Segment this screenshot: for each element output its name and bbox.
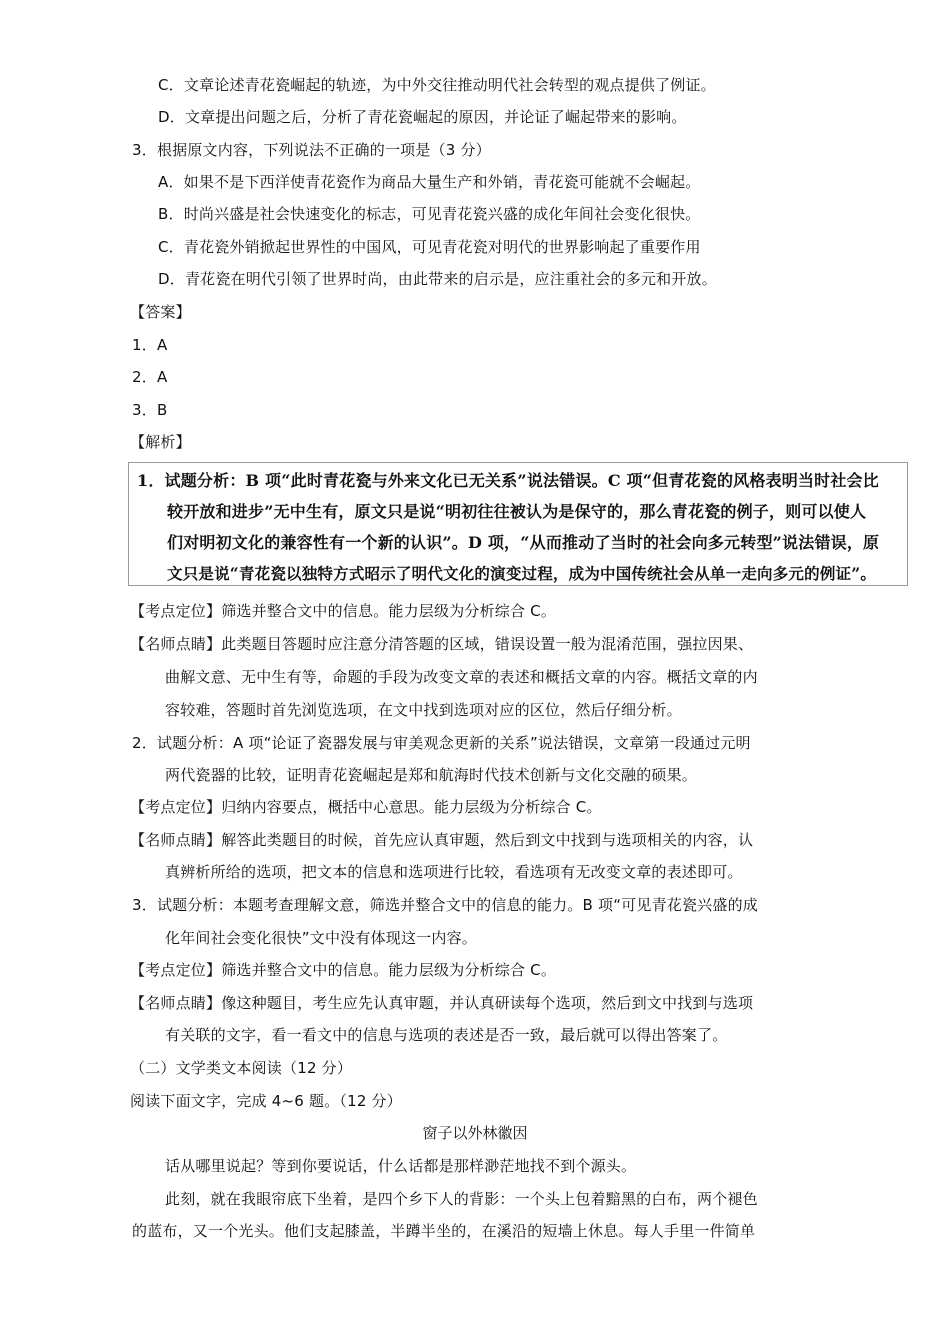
analysis-3-line: 3．试题分析：本题考查理解文意，筛选并整合文中的信息的能力。B 项“可见青花瓷兴盛的成 <box>132 896 758 914</box>
mingshi-2-line: 【名师点睛】解答此类题目的时候，首先应认真审题，然后到文中找到与选项相关的内容，认 <box>130 831 754 849</box>
section-heading: （二）文学类文本阅读（12 分） <box>130 1059 353 1077</box>
mingshi-1-line: 容较难，答题时首先浏览选项，在文中找到选项对应的区位，然后仔细分析。 <box>165 701 682 719</box>
mingshi-2-line: 真辨析所给的选项，把文本的信息和选项进行比较，看选项有无改变文章的表述即可。 <box>165 863 743 881</box>
passage-paragraph: 的蓝布，又一个光头。他们支起膝盖，半蹲半坐的，在溪沿的短墙上休息。每人手里一件简单 <box>132 1222 756 1240</box>
passage-paragraph: 此刻，就在我眼帘底下坐着，是四个乡下人的背影：一个头上包着黯黑的白布，两个褪色 <box>165 1190 758 1208</box>
q2-option-c: C．文章论述青花瓷崛起的轨迹，为中外交往推动明代社会转型的观点提供了例证。 <box>158 76 716 94</box>
mingshi-3-line: 【名师点睛】像这种题目，考生应先认真审题，并认真研读每个选项，然后到文中找到与选项 <box>130 994 754 1012</box>
passage-paragraph: 话从哪里说起？等到你要说话，什么话都是那样渺茫地找不到个源头。 <box>165 1157 637 1175</box>
answer-header: 【答案】 <box>130 303 191 321</box>
analysis-1-box <box>128 462 908 586</box>
kaodian-1: 【考点定位】筛选并整合文中的信息。能力层级为分析综合 C。 <box>130 602 557 620</box>
q3-option-a: A．如果不是下西洋使青花瓷作为商品大量生产和外销，青花瓷可能就不会崛起。 <box>158 173 701 191</box>
q3-stem: 3．根据原文内容，下列说法不正确的一项是（3 分） <box>132 141 491 159</box>
analysis-2-line: 2．试题分析：A 项“论证了瓷器发展与审美观念更新的关系”说法错误，文章第一段通过元明 <box>132 734 751 752</box>
answer-item-2: 2．A <box>132 368 168 386</box>
mingshi-1-line: 曲解文意、无中生有等，命题的手段为改变文章的表述和概括文章的内容。概括文章的内 <box>165 668 758 686</box>
q2-option-d: D．文章提出问题之后，分析了青花瓷崛起的原因，并论证了崛起带来的影响。 <box>158 108 687 126</box>
kaodian-2: 【考点定位】归纳内容要点，概括中心意思。能力层级为分析综合 C。 <box>130 798 602 816</box>
analysis-header: 【解析】 <box>130 433 191 451</box>
q3-option-c: C．青花瓷外销掀起世界性的中国风，可见青花瓷对明代的世界影响起了重要作用 <box>158 238 701 256</box>
analysis-1-line: 1．试题分析：B 项“此时青花瓷与外来文化已无关系”说法错误。C 项“但青花瓷的风格表明当时社会比 <box>137 471 879 490</box>
answer-item-3: 3．B <box>132 401 168 419</box>
answer-item-1: 1．A <box>132 336 168 354</box>
kaodian-3: 【考点定位】筛选并整合文中的信息。能力层级为分析综合 C。 <box>130 961 557 979</box>
analysis-2-line: 两代瓷器的比较，证明青花瓷崛起是郑和航海时代技术创新与文化交融的硕果。 <box>165 766 698 784</box>
section-instruction: 阅读下面文字，完成 4~6 题。（12 分） <box>130 1092 402 1110</box>
q3-option-b: B．时尚兴盛是社会快速变化的标志，可见青花瓷兴盛的成化年间社会变化很快。 <box>158 205 701 223</box>
analysis-1-line: 文只是说“青花瓷以独特方式昭示了明代文化的演变过程，成为中国传统社会从单一走向多元的例证”。 <box>167 564 877 583</box>
passage-title: 窗子以外林徽因 <box>422 1124 528 1142</box>
q3-option-d: D．青花瓷在明代引领了世界时尚，由此带来的启示是，应注重社会的多元和开放。 <box>158 270 717 288</box>
mingshi-3-line: 有关联的文字，看一看文中的信息与选项的表述是否一致，最后就可以得出答案了。 <box>165 1026 728 1044</box>
analysis-1-line: 较开放和进步”无中生有，原文只是说“明初往往被认为是保守的，那么青花瓷的例子，则可以使人 <box>167 502 867 521</box>
analysis-3-line: 化年间社会变化很快”文中没有体现这一内容。 <box>165 929 477 947</box>
analysis-1-line: 们对明初文化的兼容性有一个新的认识”。D 项，“从而推动了当时的社会向多元转型”说法错误，原 <box>167 533 880 552</box>
mingshi-1-line: 【名师点睛】此类题目答题时应注意分清答题的区域，错误设置一般为混淆范围，强拉因果、 <box>130 635 754 653</box>
